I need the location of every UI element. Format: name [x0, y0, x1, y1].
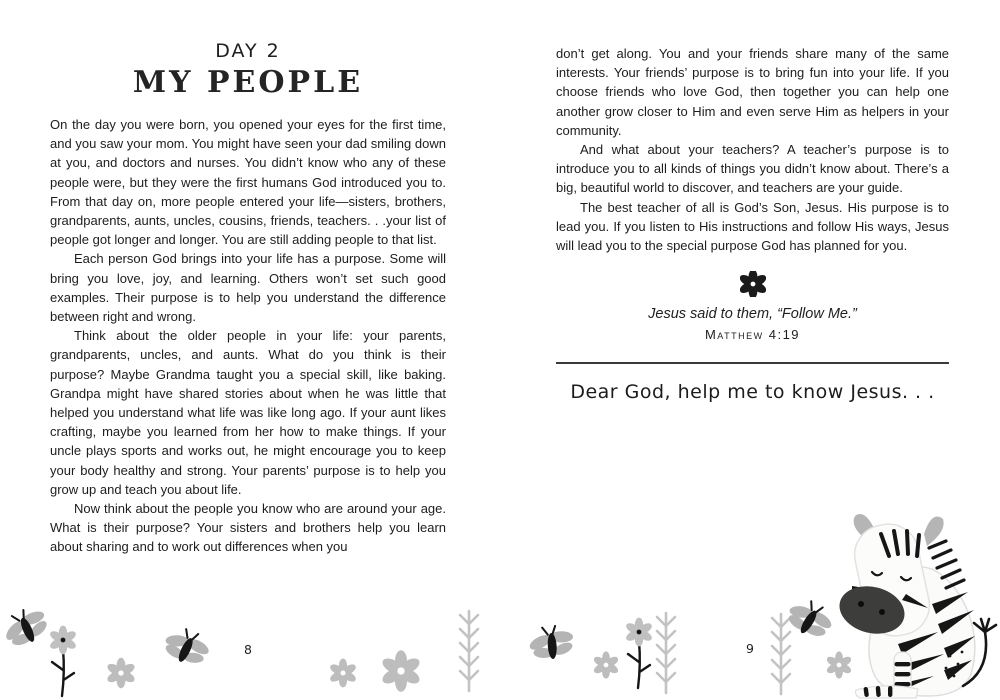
butterfly-icon [159, 624, 214, 670]
body-paragraph: And what about your teachers? A teacher’s purpose is to introduce you to all kinds of things you didn’t know about. There’s a big, beautiful world to discover, and teachers are your guide. [556, 142, 949, 196]
right-page [556, 44, 949, 403]
flower-icon [380, 650, 422, 692]
butterfly-icon [782, 594, 839, 644]
sprig-icon [460, 611, 478, 691]
divider-rule [556, 362, 949, 364]
flower-icon [592, 651, 619, 678]
body-paragraph: The best teacher of all is God’s Son, Jesus. His purpose is to lead you. If you listen to His instructions and follow His ways, Jesus will lead you to the special purpose God has planned for you. [556, 199, 949, 254]
body-paragraph: Each person God brings into your life has a purpose. Some will bring you love, joy, and learning. Others won’t set such good examples. Their purpose is to help you understand the difference between right and wrong. [50, 251, 446, 325]
section-ornament [556, 271, 949, 297]
prayer-line: Dear God, help me to know Jesus. . . [570, 381, 935, 404]
body-paragraph: On the day you were born, you opened your eyes for the first time, and you saw your mom. You might have seen your dad smiling down at you, and doctors and nurses. You didn’t know who any of these people were, but they were the first humans God introduced you to. From that day on, more people entered your life—sisters, brothers, grandparents, aunts, uncles, cousins, friends, teachers. . .your list of people got longer and longer. You are still adding people to that list. [50, 117, 446, 248]
body-paragraph: Now think about the people you know who are around your age. What is their purpose? Your sisters and brothers help you learn about sharing and to work out differences when you [50, 501, 446, 555]
scripture-quote: Jesus said to them, “Follow Me.” [648, 306, 857, 323]
left-page [50, 40, 446, 557]
flower-ornament-icon [740, 271, 766, 297]
scripture-reference: Matthew 4:19 [704, 327, 801, 343]
day-kicker: DAY 2 [215, 40, 281, 62]
left-body-text [50, 115, 446, 557]
flower-icon [328, 659, 357, 688]
zebra-illustration [834, 514, 996, 698]
right-body-text [556, 44, 949, 255]
page-title: MY PEOPLE [132, 65, 364, 100]
butterfly-icon [0, 600, 55, 653]
body-paragraph: don’t get along. You and your friends share many of the same interests. Your friends’ purpose is to bring fun into your life. If you choose friends who love God, then together you can help one another grow closer to Him and even serve Him as helpers in your community. [556, 46, 949, 138]
body-paragraph: Think about the older people in your life: your parents, grandparents, uncles, and aunts. What do you think is their purpose? Maybe Grandma taught you a special skill, like baking. Grandpa might have shared stories about when he was little that helped you understand what life was like long ago. If your aunt likes crafting, maybe you learned from her how to make things. If your uncle plays sports and works out, he might encourage you to keep your body healthy and strong. Your parents’ purpose is to help you grow up and teach you about life. [50, 328, 446, 497]
sprig-icon [772, 614, 790, 694]
flower-icon [825, 651, 852, 678]
flower-stem-icon [48, 626, 77, 696]
flower-icon [106, 658, 137, 688]
page-number-right: 9 [746, 641, 754, 656]
flower-stem-icon [624, 618, 653, 688]
butterfly-icon [525, 622, 578, 665]
page-number-left: 8 [244, 642, 252, 657]
sprig-icon [657, 613, 675, 693]
